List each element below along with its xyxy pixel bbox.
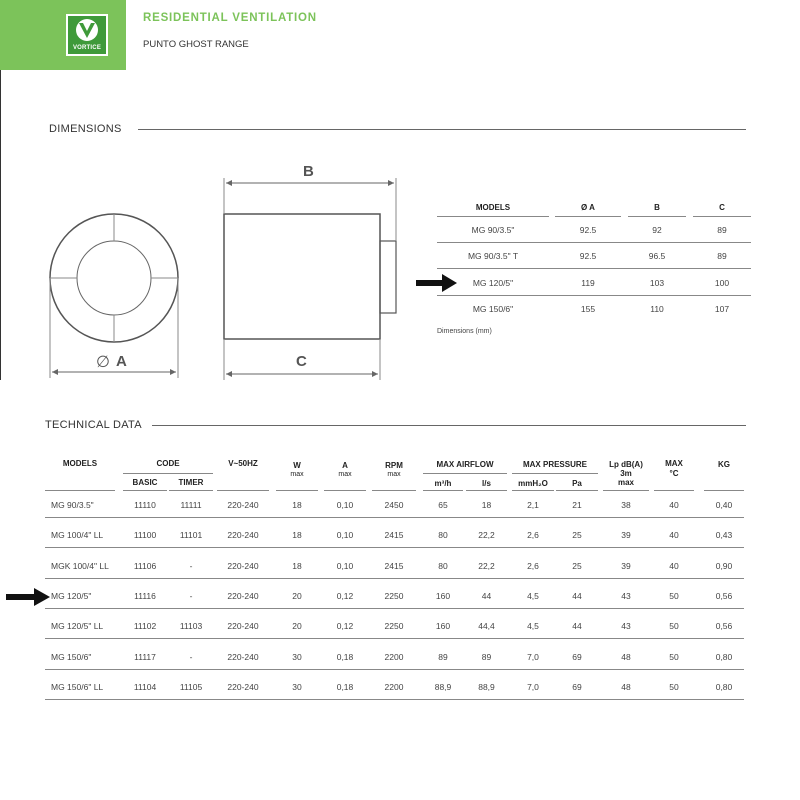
tech-header-mmh2o: mmH₂O [518,479,548,488]
tech-cell-airflow-m3h: 80 [438,530,448,541]
dim-cell-a: 155 [580,304,596,314]
tech-cell-airflow-ls: 22,2 [478,560,495,571]
tech-header-voltage: V~50HZ [228,459,258,468]
row-divider [45,699,744,700]
tech-cell-pressure-pa: 25 [572,560,582,571]
tech-cell-pressure-mmh2o: 4,5 [527,621,539,632]
tech-cell-pressure-mmh2o: 2,6 [527,530,539,541]
tech-cell-noise: 38 [621,500,631,510]
technical-data-title: TECHNICAL DATA [45,419,142,431]
tech-cell-pressure-pa: 21 [572,500,582,510]
tech-cell-model: MG 120/5" [51,590,92,601]
tech-cell-model: MG 90/3.5" [51,500,94,510]
tech-cell-max-temp: 50 [669,651,679,662]
tech-header-lp-3m: 3m [620,469,632,478]
tech-cell-max-temp: 50 [669,621,679,632]
tech-cell-max-temp: 40 [669,560,679,571]
tech-cell-voltage: 220-240 [227,651,259,662]
tech-cell-weight: 0,43 [715,530,733,541]
tech-cell-amps: 0,18 [336,681,354,692]
tech-cell-airflow-ls: 18 [481,500,492,510]
tech-header-pa: Pa [572,479,582,488]
tech-header-rpm-sub: max [387,471,401,478]
tech-cell-weight: 0,56 [715,621,733,632]
tech-cell-pressure-mmh2o: 4,5 [527,590,539,601]
tech-cell-voltage: 220-240 [227,681,259,692]
tech-cell-airflow-ls: 44 [481,590,492,601]
row-divider [45,608,744,609]
tech-cell-weight: 0,40 [715,500,733,510]
dim-header-b: B [654,203,660,212]
tech-cell-amps: 0,12 [336,621,354,632]
tech-cell-model: MGK 100/4" LL [51,560,109,571]
tech-cell-model: MG 100/4" LL [51,530,104,541]
row-divider [45,578,744,579]
tech-cell-max-temp: 40 [669,500,679,510]
tech-cell-voltage: 220-240 [227,530,259,541]
tech-cell-airflow-ls: 44,4 [478,621,495,632]
dim-cell-b: 110 [650,304,664,314]
tech-cell-basic-code: 11102 [133,621,157,632]
tech-cell-basic-code: 11116 [134,590,156,601]
tech-cell-noise: 43 [621,621,631,632]
tech-cell-rpm: 2200 [384,681,404,692]
header-subtitle: PUNTO GHOST RANGE [143,39,249,50]
tech-cell-noise: 39 [621,560,631,571]
logo-text: VORTICE [72,45,102,51]
tech-cell-timer-code: 11101 [179,530,203,541]
tech-header-lp: Lp dB(A) [609,460,643,469]
tech-cell-weight: 0,80 [715,651,733,662]
tech-cell-noise: 48 [621,681,631,692]
tech-header-a-sub: max [338,471,352,478]
tech-header-maxc-unit: °C [669,469,679,478]
tech-cell-pressure-pa: 25 [572,530,582,541]
tech-header-kg: KG [718,460,730,469]
tech-cell-watts: 18 [292,530,302,541]
tech-cell-basic-code: 11104 [133,681,157,692]
tech-cell-airflow-m3h: 89 [438,651,448,662]
dim-cell-model: MG 90/3.5" T [467,251,519,261]
tech-header-ls: l/s [482,479,491,488]
dim-cell-model: MG 90/3.5" [471,225,515,235]
tech-header-models: MODELS [62,459,98,468]
tech-cell-weight: 0,90 [715,560,733,571]
tech-cell-pressure-pa: 69 [572,651,582,662]
tech-cell-voltage: 220-240 [227,560,259,571]
tech-cell-amps: 0,10 [336,560,354,571]
tech-header-airflow: MAX AIRFLOW [436,460,494,469]
tech-cell-noise: 48 [621,651,631,662]
tech-cell-airflow-m3h: 160 [435,590,451,601]
dim-cell-c: 100 [714,278,730,288]
tech-cell-pressure-mmh2o: 7,0 [527,651,539,662]
label-a: A [116,353,127,370]
tech-cell-noise: 39 [621,530,631,541]
tech-cell-basic-code: 11100 [133,530,157,541]
diameter-symbol: ∅ [96,354,110,371]
dim-cell-b: 96.5 [648,251,666,261]
row-divider [45,669,744,670]
tech-cell-timer-code: - [189,651,193,662]
tech-cell-amps: 0,10 [336,500,354,510]
tech-cell-pressure-pa: 44 [572,621,582,632]
dimensions-title: DIMENSIONS [49,123,122,135]
dim-cell-a: 92.5 [579,251,597,261]
technical-title-rule [152,425,746,426]
tech-cell-rpm: 2415 [384,530,404,541]
tech-cell-voltage: 220-240 [227,500,259,510]
tech-cell-basic-code: 11106 [133,560,157,571]
dim-cell-a: 92.5 [579,225,597,235]
row-divider [45,547,744,548]
dim-cell-c: 89 [717,251,727,261]
label-b: B [303,163,314,180]
tech-cell-watts: 20 [292,590,302,601]
tech-cell-model: MG 120/5" LL [51,621,104,632]
dim-cell-c: 107 [714,304,730,314]
tech-cell-amps: 0,10 [336,530,354,541]
tech-cell-max-temp: 50 [669,590,679,601]
tech-cell-timer-code: 11103 [179,621,203,632]
dim-cell-a: 119 [581,278,595,288]
tech-header-w-sub: max [290,471,304,478]
tech-cell-weight: 0,56 [715,590,733,601]
tech-cell-airflow-m3h: 160 [435,621,451,632]
label-c: C [296,353,307,370]
tech-cell-pressure-mmh2o: 2,1 [527,500,539,510]
side-view-drawing [224,178,396,380]
tech-cell-rpm: 2450 [384,500,404,510]
tech-header-rpm: RPM [385,461,403,470]
tech-cell-airflow-ls: 89 [481,651,492,662]
tech-cell-model: MG 150/6" [51,651,92,662]
tech-cell-noise: 43 [621,590,631,601]
dim-header-models: MODELS [475,203,511,212]
dim-cell-c: 89 [717,225,727,235]
tech-cell-rpm: 2250 [384,621,404,632]
tech-header-w: W [293,461,301,470]
tech-header-a: A [342,461,348,470]
tech-header-pressure: MAX PRESSURE [522,460,587,469]
tech-cell-airflow-ls: 22,2 [478,530,495,541]
tech-header-code: CODE [156,459,180,468]
tech-cell-weight: 0,80 [715,681,733,692]
row-divider [45,517,744,518]
dim-header-c: C [719,203,725,212]
tech-cell-pressure-mmh2o: 7,0 [527,681,539,692]
tech-cell-rpm: 2250 [384,590,404,601]
tech-cell-rpm: 2200 [384,651,404,662]
dimensions-note: Dimensions (mm) [437,328,492,335]
tech-cell-model: MG 150/6" LL [51,681,104,692]
tech-cell-timer-code: 11105 [179,681,203,692]
tech-cell-watts: 30 [292,651,302,662]
tech-cell-watts: 18 [292,560,302,571]
tech-cell-airflow-m3h: 65 [438,500,448,510]
tech-cell-watts: 20 [292,621,302,632]
dim-cell-model: MG 120/5" [472,278,514,288]
header-title: RESIDENTIAL VENTILATION [143,12,317,24]
tech-cell-amps: 0,12 [336,590,354,601]
tech-header-maxc: MAX [665,459,683,468]
tech-cell-max-temp: 40 [669,530,679,541]
tech-cell-voltage: 220-240 [227,621,259,632]
arrow-right-icon [6,588,50,606]
tech-cell-pressure-pa: 69 [572,681,582,692]
dim-header-a: Ø A [581,203,595,212]
tech-cell-timer-code: - [189,560,193,571]
tech-cell-max-temp: 50 [669,681,679,692]
dim-cell-b: 92 [652,225,662,235]
tech-header-m3h: m³/h [434,479,452,488]
tech-cell-pressure-pa: 44 [572,590,582,601]
tech-cell-voltage: 220-240 [227,590,259,601]
tech-header-basic: BASIC [132,478,158,487]
tech-cell-amps: 0,18 [336,651,354,662]
tech-cell-watts: 18 [292,500,302,510]
tech-header-timer: TIMER [178,478,204,487]
tech-cell-timer-code: 11111 [180,500,202,510]
tech-cell-airflow-m3h: 88,9 [434,681,452,692]
tech-header-lp-max: max [617,478,634,487]
tech-cell-timer-code: - [189,590,193,601]
dim-cell-b: 103 [649,278,665,288]
dim-cell-model: MG 150/6" [472,304,514,314]
front-view-drawing [50,214,178,378]
tech-cell-airflow-ls: 88,9 [478,681,495,692]
tech-cell-rpm: 2415 [384,560,404,571]
tech-cell-watts: 30 [292,681,302,692]
tech-cell-airflow-m3h: 80 [438,560,448,571]
tech-cell-basic-code: 11110 [134,500,156,510]
row-divider [45,638,744,639]
tech-cell-basic-code: 11117 [134,651,156,662]
tech-cell-pressure-mmh2o: 2,6 [527,560,539,571]
